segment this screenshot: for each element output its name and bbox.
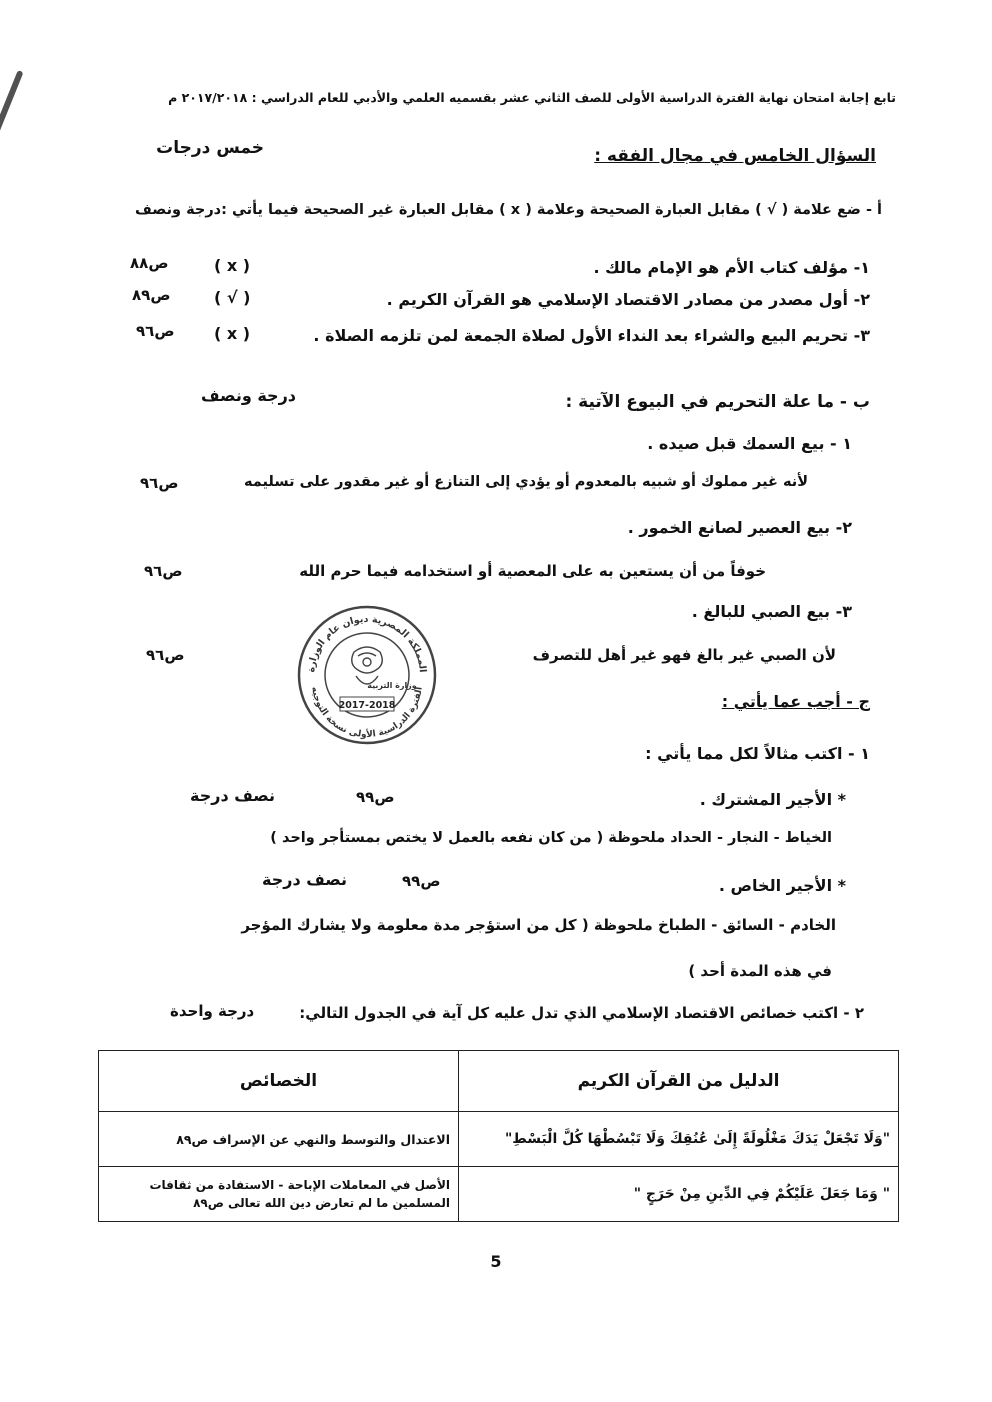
example-1-answer: الخياط - النجار - الحداد ملحوظة ( من كان نفعه بالعمل لا يختص بمستأجر واحد ): [270, 830, 832, 846]
part-b-item-3-answer: لأن الصبي غير بالغ فهو غير أهل للتصرف: [532, 646, 836, 664]
part-a-item-2-page: ص٨٩: [132, 286, 171, 304]
table-cell-property: [99, 1167, 459, 1222]
part-a-item-3-mark: ( x ): [214, 324, 251, 343]
part-b-marks: درجة ونصف: [201, 386, 296, 405]
table-header-evidence: الدليل من القرآن الكريم: [459, 1051, 899, 1112]
table-row: [99, 1167, 899, 1222]
table-row: [99, 1112, 899, 1167]
page-number: 5: [490, 1252, 502, 1271]
part-c-title: ج - أجب عما يأتي :: [721, 692, 870, 711]
example-1-page: ص٩٩: [356, 788, 395, 806]
svg-text:الفترة الدراسية الأولى نسخة ال: [309, 686, 425, 740]
part-b-item-1-answer: لأنه غير مملوك أو شبيه بالمعدوم أو يؤدي إلى التنازع أو غير مقدور على تسليمه: [244, 474, 808, 490]
property-line-2: المسلمين ما لم تعارض دين الله تعالى ص٨٩: [193, 1196, 450, 1210]
part-b-item-2-answer: خوفاً من أن يستعين به على المعصية أو استخدامه فيما حرم الله: [299, 562, 766, 580]
table-cell-property: الاعتدال والتوسط والنهي عن الإسراف ص٨٩: [99, 1112, 459, 1167]
part-a-item-3-text: ٣- تحريم البيع والشراء بعد النداء الأول لصلاة الجمعة لمن تلزمه الصلاة .: [313, 326, 870, 345]
question-title: السؤال الخامس في مجال الفقه :: [594, 146, 876, 166]
question-marks: خمس درجات: [156, 138, 264, 158]
part-c-q2-marks: درجة واحدة: [170, 1002, 255, 1020]
part-b-item-1-question: ١ - بيع السمك قبل صيده .: [647, 434, 852, 453]
example-2-answer: الخادم - السائق - الطباخ ملحوظة ( كل من استؤجر مدة معلومة ولا يشارك المؤجر: [241, 916, 836, 934]
part-b-title: ب - ما علة التحريم في البيوع الآتية :: [565, 392, 870, 412]
part-a-item-1-mark: ( x ): [214, 256, 251, 275]
property-line-1: الأصل في المعاملات الإباحة - الاستفادة من ثقافات: [149, 1178, 450, 1192]
table-cell-evidence: "وَلَا تَجْعَلْ يَدَكَ مَغْلُولَةً إِلَىٰ عُنُقِكَ وَلَا تَبْسُطْهَا كُلَّ الْبَسْطِ": [459, 1112, 899, 1167]
margin-pen-stroke: [0, 70, 24, 202]
part-b-item-3-question: ٣- بيع الصبي للبالغ .: [691, 602, 852, 621]
part-b-item-1-page: ص٩٦: [140, 474, 179, 492]
part-b-item-2-page: ص٩٦: [144, 562, 183, 580]
example-1-marks: نصف درجة: [190, 786, 276, 805]
seal-center-text: وزارة التربية: [367, 681, 417, 690]
islamic-economy-table: [98, 1050, 899, 1222]
seal-top-text: المملكة المصرية ديوان عام الوزارة: [306, 613, 428, 673]
table-cell-evidence: " وَمَا جَعَلَ عَلَيْكُمْ فِي الدِّينِ مِنْ حَرَجٍ ": [459, 1167, 899, 1222]
seal-year: 2017-2018: [338, 700, 396, 711]
seal-outer-ring: [299, 607, 435, 743]
example-2-label: * الأجير الخاص .: [718, 876, 846, 895]
part-b-item-3-page: ص٩٦: [146, 646, 185, 664]
part-a-item-1-page: ص٨٨: [130, 254, 169, 272]
part-c-q2-title: ٢ - اكتب خصائص الاقتصاد الإسلامي الذي تدل عليه كل آية في الجدول التالي:: [299, 1004, 864, 1022]
example-2-answer-cont: في هذه المدة أحد ): [688, 962, 832, 980]
table-header-row: [99, 1051, 899, 1112]
table-header-property: الخصائص: [99, 1051, 459, 1112]
part-c-q1-title: ١ - اكتب مثالاً لكل مما يأتي :: [645, 744, 870, 763]
part-a-item-1-text: ١- مؤلف كتاب الأم هو الإمام مالك .: [593, 258, 870, 277]
page-header: تابع إجابة امتحان نهاية الفترة الدراسية الأولى للصف الثاني عشر بقسميه العلمي والأدبي للعام الدراسي : ٢٠١٧/٢٠١٨ م: [168, 90, 896, 105]
part-b-item-2-question: ٢- بيع العصير لصانع الخمور .: [627, 518, 852, 537]
example-1-label: * الأجير المشترك .: [699, 790, 846, 809]
example-2-marks: نصف درجة: [262, 870, 348, 889]
part-a-item-3-page: ص٩٦: [136, 322, 175, 340]
part-a-item-2-text: ٢- أول مصدر من مصادر الاقتصاد الإسلامي هو القرآن الكريم .: [386, 290, 870, 309]
example-2-page: ص٩٩: [402, 872, 441, 890]
part-a-instruction: أ - ضع علامة ( √ ) مقابل العبارة الصحيحة وعلامة ( x ) مقابل العبارة غير الصحيحة فيما يأتي :درجة ونصف: [135, 202, 882, 218]
part-a-item-2-mark: ( √ ): [214, 288, 251, 307]
ministry-seal: [296, 604, 438, 746]
seal-bottom-text: الفترة الدراسية الأولى نسخة التوجيه: [309, 686, 425, 741]
seal-emblem-icon: [352, 647, 383, 684]
